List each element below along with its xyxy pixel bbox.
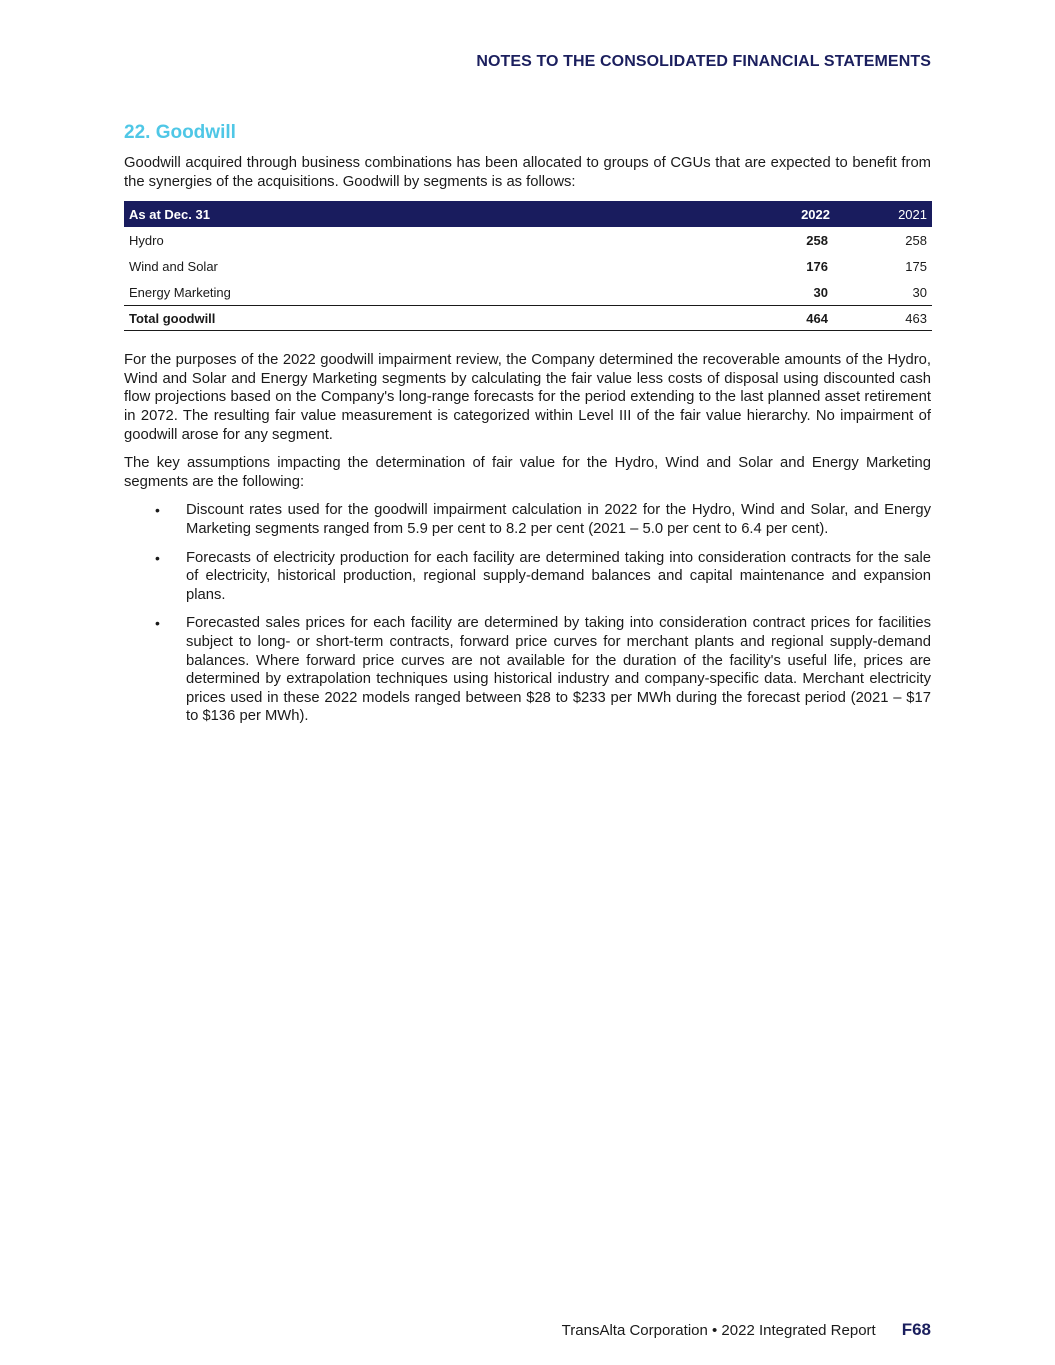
total-value-2022: 464	[762, 306, 842, 331]
list-item	[124, 501, 931, 538]
list-item	[124, 614, 931, 726]
section-title: 22. Goodwill	[124, 122, 236, 143]
impairment-review-paragraph: For the purposes of the 2022 goodwill impairment review, the Company determined the recoverable amounts of the Hydro, Wind and Solar and Energy Marketing segments by calculating the fair value less costs of disposal using discounted cash flow projections based on the Company's long-range forecasts for the period extending to the last planned asset retirement in 2072. The resulting fair value measurement is categorized within Level III of the fair value hierarchy. No impairment of goodwill arose for any segment.	[124, 352, 931, 443]
row-value-2021: 175	[905, 258, 927, 274]
goodwill-table	[124, 201, 932, 331]
row-value-2022: 258	[806, 232, 828, 248]
column-header-2021: 2021	[842, 201, 932, 227]
assumptions-list	[124, 501, 931, 726]
list-item-text: Forecasts of electricity production for each facility are determined taking into consideration contracts for the sale of electricity, historical production, regional supply-demand balances and capital maintenance and expansion plans.	[186, 549, 931, 603]
page-content	[124, 120, 931, 736]
row-value-2022: 176	[806, 258, 828, 274]
bullet-icon: •	[155, 502, 160, 519]
table-row	[124, 253, 932, 279]
list-item-text: Discount rates used for the goodwill impairment calculation in 2022 for the Hydro, Wind and Solar, and Energy Marketing segments ranged from 5.9 per cent to 8.2 per cent (2021 – 5.0 per cent to 6.4 per cent).	[186, 502, 931, 537]
table-total-row	[124, 306, 932, 331]
total-label: Total goodwill	[124, 306, 762, 331]
page-header-title: NOTES TO THE CONSOLIDATED FINANCIAL STATEMENTS	[476, 53, 931, 70]
list-item	[124, 549, 931, 605]
intro-paragraph: Goodwill acquired through business combinations has been allocated to groups of CGUs that are expected to benefit from the synergies of the acquisitions. Goodwill by segments is as follows:	[124, 155, 931, 190]
list-item-text: Forecasted sales prices for each facility are determined by taking into consideration contract prices for facilities subject to long- or short-term contracts, forward price curves for merchant plants and regional supply-demand balances. Where forward price curves are not available for the duration of the facility's useful life, prices are determined by extrapolation techniques using historical industry and company-specific data. Merchant electricity prices used in these 2022 models ranged between $28 to $233 per MWh during the forecast period (2021 – $17 to $136 per MWh).	[186, 615, 931, 725]
column-header-2022: 2022	[762, 201, 842, 227]
key-assumptions-paragraph: The key assumptions impacting the determination of fair value for the Hydro, Wind and Solar and Energy Marketing segments are the following:	[124, 455, 931, 490]
row-value-2022: 30	[762, 279, 842, 306]
page-footer	[562, 1320, 931, 1340]
table-row	[124, 227, 932, 253]
table-header-row	[124, 201, 932, 227]
column-header-label: As at Dec. 31	[124, 201, 762, 227]
table-row	[124, 279, 932, 306]
row-label: Energy Marketing	[124, 279, 762, 306]
bullet-icon: •	[155, 615, 160, 632]
page-number: F68	[901, 1320, 931, 1339]
row-value-2021: 258	[905, 232, 927, 248]
bullet-icon: •	[155, 549, 160, 566]
row-label: Hydro	[129, 232, 164, 248]
footer-text: TransAlta Corporation • 2022 Integrated Report	[561, 1322, 876, 1339]
row-value-2021: 30	[842, 279, 932, 306]
row-label: Wind and Solar	[129, 258, 218, 274]
total-value-2021: 463	[842, 306, 932, 331]
